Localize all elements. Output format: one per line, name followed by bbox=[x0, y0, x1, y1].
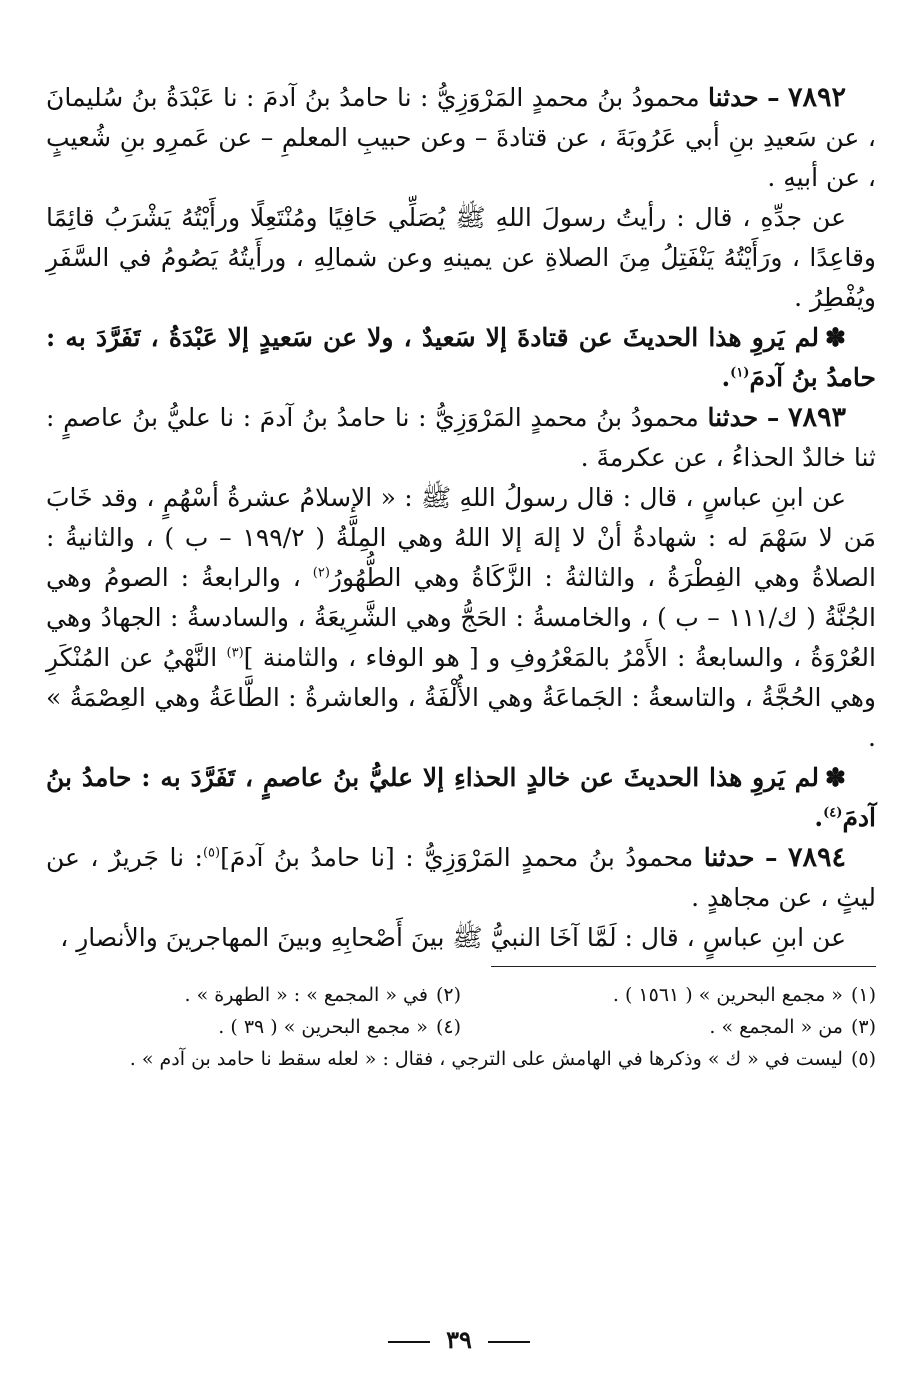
hadith-note bbox=[46, 758, 876, 838]
page-number bbox=[0, 1325, 918, 1354]
hadith-note-end: . bbox=[721, 363, 731, 392]
footnote bbox=[461, 1011, 876, 1043]
star-icon: ✽ bbox=[825, 323, 846, 352]
hadith-isnad-intro: حدثنا bbox=[703, 843, 755, 872]
footnote-number: (٢) bbox=[435, 984, 461, 1006]
footnote-ref[interactable]: (٢) bbox=[312, 565, 330, 581]
footnote-ref[interactable]: (٤) bbox=[823, 805, 843, 821]
hadith-dash: – bbox=[766, 403, 780, 432]
hadith-number: ٧٨٩٢ bbox=[788, 82, 847, 113]
hadith-isnad bbox=[46, 78, 876, 198]
footnote-text: ليست في « ك » وذكرها في الهامش على الترجي ، فقال : « لعله سقط نا حامد بن آدم » . bbox=[129, 1048, 843, 1070]
hadith-note-text: لم يَروِ هذا الحديثَ عن خالدٍ الحذاءِ إلا عليُّ بنُ عاصمٍ ، تَفَرَّدَ به : حامدُ بنُ آدمَ bbox=[46, 763, 876, 832]
footnotes bbox=[46, 979, 876, 1075]
footnote-number: (٤) bbox=[435, 1016, 461, 1038]
hadith-matn bbox=[46, 918, 876, 958]
footnote bbox=[461, 979, 876, 1011]
footnote bbox=[46, 1011, 461, 1043]
hadith-isnad-text: محمودُ بنُ محمدٍ المَرْوَزِيُّ : [نا حامدُ بنُ آدمَ] bbox=[220, 843, 694, 872]
hadith-note-text: لم يَروِ هذا الحديثَ عن قتادةَ إلا سَعيدٌ ، ولا عن سَعيدٍ إلا عَبْدَةُ ، تَفَرَّدَ به : حامدُ بنُ آدمَ bbox=[46, 323, 876, 392]
hadith-isnad bbox=[46, 838, 876, 918]
footnote-divider bbox=[491, 966, 876, 967]
hadith-isnad-text: محمودُ بنُ محمدٍ المَرْوَزِيُّ : نا حامدُ بنُ آدمَ : نا عليُّ بنُ عاصمٍ : ثنا خالدٌ الحذاءُ ، عن عكرمةَ . bbox=[46, 403, 876, 472]
hadith-matn bbox=[46, 478, 876, 758]
hadith-isnad bbox=[46, 398, 876, 478]
footnote-text: « مجمع البحرين » ( ١٥٦١ ) . bbox=[612, 984, 843, 1006]
footnote-ref[interactable]: (٣) bbox=[226, 645, 244, 661]
hadith-note bbox=[46, 318, 876, 398]
hadith-matn bbox=[46, 198, 876, 318]
footnote-number: (٥) bbox=[850, 1048, 876, 1070]
hadith-isnad-intro: حدثنا bbox=[707, 403, 759, 432]
page-number-value: ٣٩ bbox=[446, 1325, 472, 1354]
hadith-dash: – bbox=[767, 83, 780, 112]
main-text bbox=[46, 78, 876, 958]
footnote-ref[interactable]: (٥) bbox=[202, 845, 221, 861]
hadith-isnad-intro: حدثنا bbox=[708, 83, 759, 112]
footnote bbox=[46, 1043, 876, 1075]
footnote bbox=[46, 979, 461, 1011]
footnote-number: (١) bbox=[850, 984, 876, 1006]
hadith-matn-text: ، والرابعةُ : الصومُ وهي الجُنَّةُ ( ك/١١١ – ب ) ، والخامسةُ : الحَجُّ وهي الشَّرِيعَةُ ، والسادسةُ : الجهادُ وهي العُرْوَةُ ، والسابعةُ : الأَمْرُ بالمَعْرُوفِ و [ هو الوفاء ، والثامنة ] bbox=[46, 563, 876, 672]
footnote-text: في « المجمع » : « الطهرة » . bbox=[184, 984, 428, 1006]
hadith-isnad-text: : نا جَريرٌ ، عن ليثٍ ، عن مجاهدٍ . bbox=[46, 843, 876, 912]
star-icon: ✽ bbox=[825, 763, 846, 792]
hadith-isnad-text: محمودُ بنُ محمدٍ المَرْوَزِيُّ : نا حامدُ بنُ آدمَ : نا عَبْدَةُ بنُ سُليمانَ ، عن سَعيدِ بنِ أبي عَرُوبَةَ ، عن قتادةَ – وعن حبيبِ المعلمِ – عن عَمرِو بنِ شُعيبٍ ، عن أبيهِ . bbox=[46, 83, 876, 192]
hadith-number: ٧٨٩٣ bbox=[787, 402, 846, 433]
footnote-ref[interactable]: (١) bbox=[730, 365, 750, 381]
hadith-matn-text: النَّهْيُ عن المُنْكَرِ وهي الحُجَّةُ ، والتاسعةُ : الجَماعَةُ وهي الأُلْفَةُ ، والعاشرةُ : الطَّاعَةُ وهي العِصْمَةُ » . bbox=[46, 643, 876, 752]
hadith-matn-text: عن ابنِ عباسٍ ، قال : لَمَّا آخَا النبيُّ ﷺ بينَ أَصْحابِهِ وبينَ المهاجرينَ والأنصارِ ، bbox=[60, 923, 846, 952]
footnote-text: « مجمع البحرين » ( ٣٩ ) . bbox=[218, 1016, 428, 1038]
page-number-dash-right bbox=[488, 1341, 530, 1343]
hadith-number: ٧٨٩٤ bbox=[788, 842, 847, 873]
footnote-text: من « المجمع » . bbox=[709, 1016, 843, 1038]
hadith-dash: – bbox=[765, 843, 778, 872]
footnote-row bbox=[46, 979, 876, 1011]
hadith-matn-text: عن جدِّهِ ، قال : رأيتُ رسولَ اللهِ ﷺ يُصَلِّي حَافِيًا ومُنْتَعِلًا ورأَيْتُهُ يَشْرَبُ قائِمًا وقاعِدًا ، ورَأَيْتُهُ يَنْفَتِلُ مِنَ الصلاةِ عن يمينهِ وعن شمالِهِ ، ورأَيتُهُ يَصُومُ في السَّفَرِ ويُفْطِرُ . bbox=[46, 203, 876, 312]
hadith-matn-text: عن ابنِ عباسٍ ، قال : قال رسولُ اللهِ ﷺ : « الإسلامُ عشرةُ أسْهُمٍ ، وقد خَابَ مَن لا سَهْمَ له : شهادةُ أنْ لا إلهَ إلا اللهُ وهي المِلَّةُ ( ١٩٩/٢ – ب ) ، والثانيةُ : الصلاةُ وهي الفِطْرَةُ ، والثالثةُ : الزَّكَاةُ وهي الطُّهُورُ bbox=[46, 483, 876, 592]
footnote-row bbox=[46, 1011, 876, 1043]
hadith-note-end: . bbox=[814, 803, 824, 832]
page-number-dash-left bbox=[388, 1341, 430, 1343]
footnote-number: (٣) bbox=[850, 1016, 876, 1038]
